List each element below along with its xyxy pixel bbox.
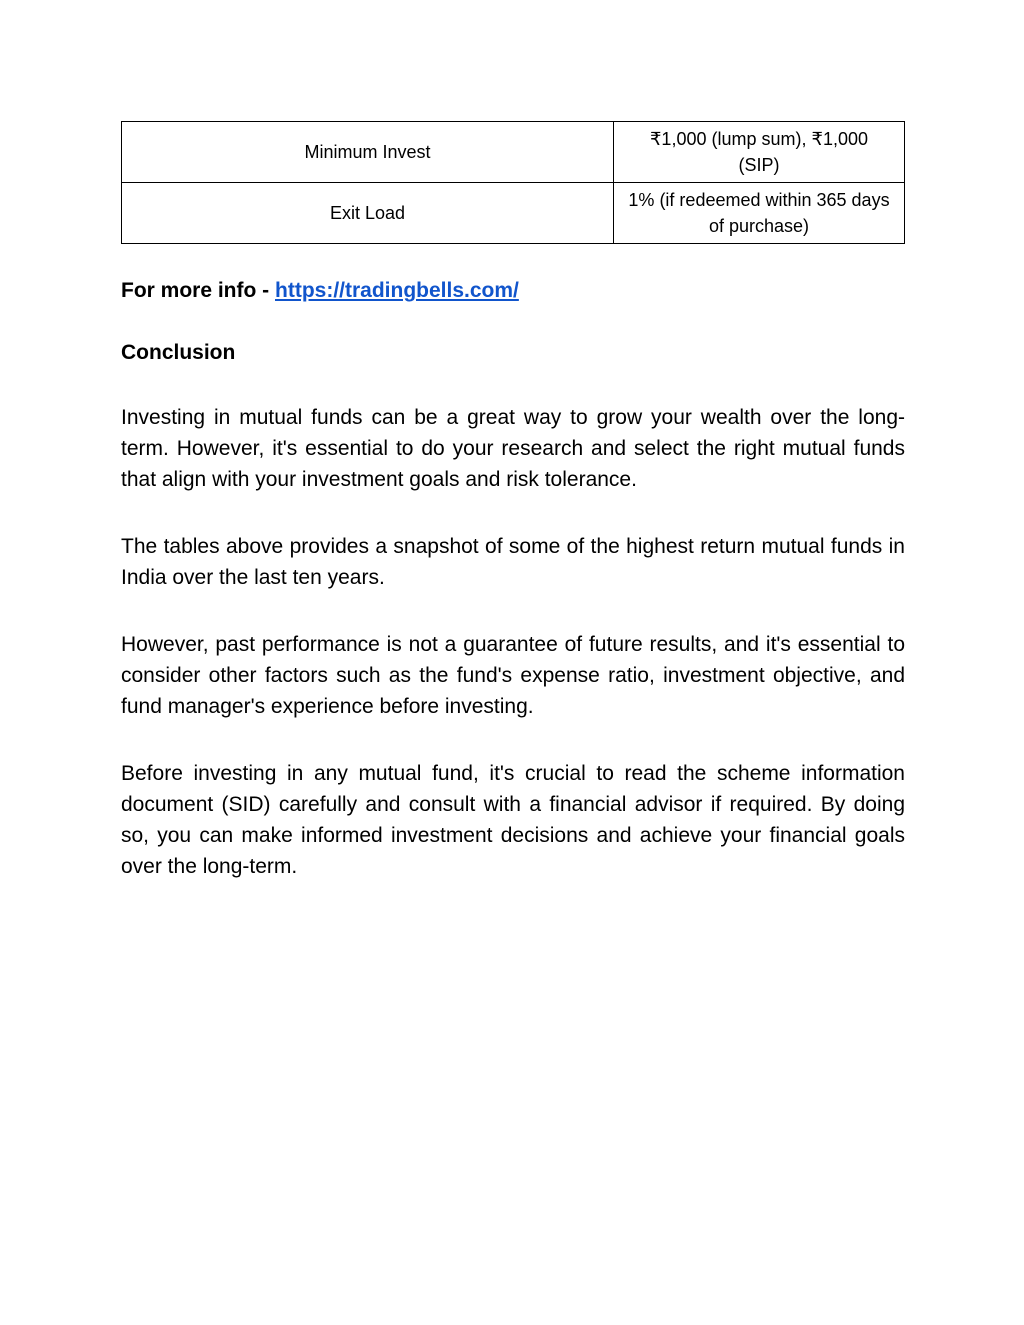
paragraph-intro: Investing in mutual funds can be a great way to grow your wealth over the long-term. However, it's essential to do your research and select the right mutual funds that align with your investment goals and risk tolerance. [121,406,905,491]
row-value-minimum-invest: ₹1,000 (lump sum), ₹1,000 (SIP) [614,122,905,183]
row-label-exit-load: Exit Load [122,183,614,244]
more-info-prefix: For more info - [121,279,275,302]
paragraph-past-performance: However, past performance is not a guarantee of future results, and it's essential to consider other factors such as the fund's expense ratio, investment objective, and fund manager's experience before investing. [121,633,905,718]
tradingbells-link[interactable]: https://tradingbells.com/ [275,279,519,302]
table-row [122,183,905,244]
fund-details-table [121,121,905,244]
paragraph-snapshot: The tables above provides a snapshot of some of the highest return mutual funds in India over the last ten years. [121,535,905,589]
row-label-minimum-invest: Minimum Invest [122,122,614,183]
document-page [121,121,905,903]
conclusion-heading: Conclusion [121,341,236,364]
row-value-exit-load: 1% (if redeemed within 365 days of purchase) [614,183,905,244]
table-row [122,122,905,183]
paragraph-before-investing: Before investing in any mutual fund, it's crucial to read the scheme information document (SID) carefully and consult with a financial advisor if required. By doing so, you can make informed investment decisions and achieve your financial goals over the long-term. [121,762,905,878]
more-info-line [121,278,905,304]
